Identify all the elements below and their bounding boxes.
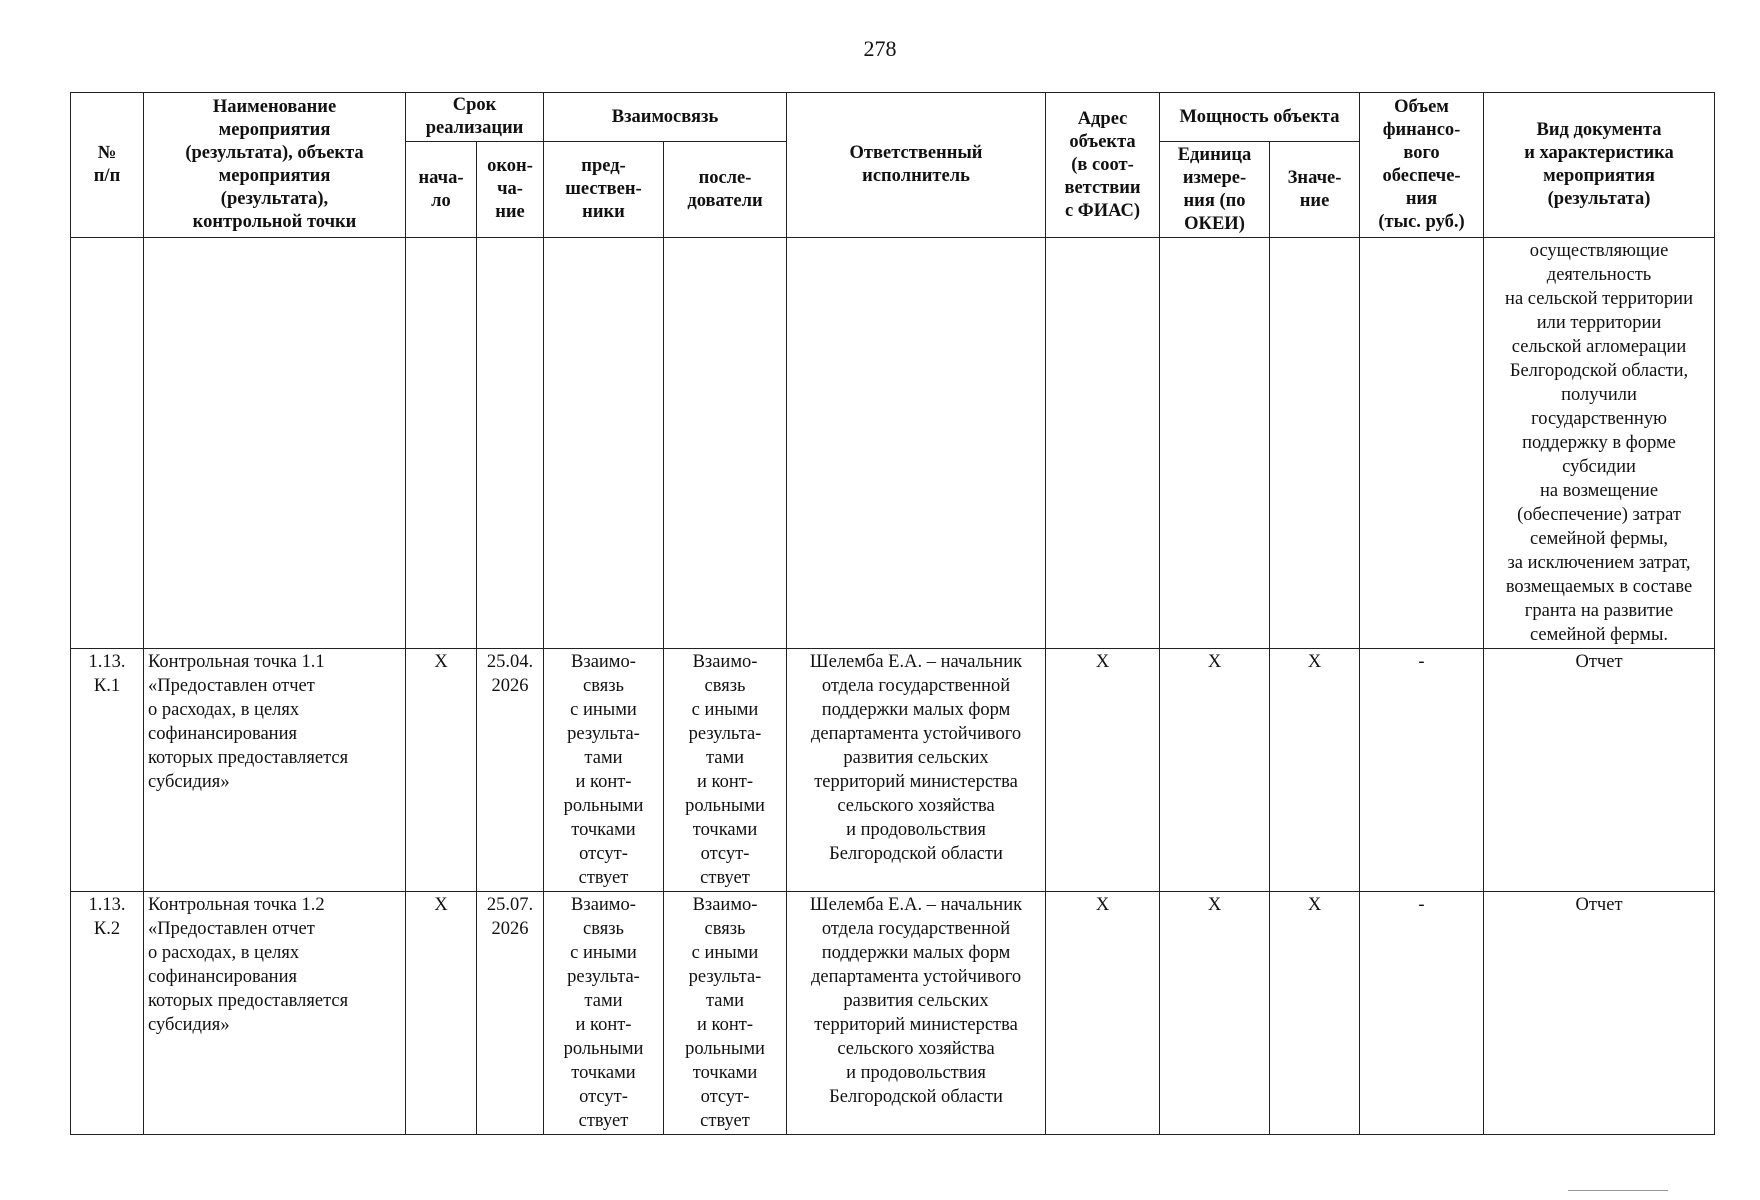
cell-empty [1160,238,1270,649]
page-number: 278 [863,36,897,61]
header-capacity-value: Значе- ние [1270,142,1360,238]
cell-empty [1270,238,1360,649]
cell-value: X [1270,649,1360,892]
cell-responsible: Шелемба Е.А. – начальник отдела государственной поддержки малых форм департамента устойчивого развития сельских территорий министерства сельского хозяйства и продовольствия Белгородской области [787,892,1046,1135]
cell-pred: Взаимо- связь с иными результа- тами и конт- рольными точками отсут- ствует [544,649,664,892]
header-term: Срок реализации [406,93,544,142]
cell-succ: Взаимо- связь с иными результа- тами и конт- рольными точками отсут- ствует [664,892,787,1135]
cell-name: Контрольная точка 1.2 «Предоставлен отчет о расходах, в целях софинансирования которых предоставляется субсидия» [144,892,406,1135]
cell-empty [406,238,477,649]
header-capacity: Мощность объекта [1160,93,1360,142]
cell-doc-type: Отчет [1484,649,1715,892]
scan-artifact-line [1568,1190,1668,1191]
header-doc-type: Вид документа и характеристика мероприятия (результата) [1484,93,1715,238]
header-link: Взаимосвязь [544,93,787,142]
cell-empty [71,238,144,649]
cell-empty [477,238,544,649]
table-row [71,649,1715,892]
cell-address: X [1046,892,1160,1135]
cell-empty [144,238,406,649]
cell-num: 1.13. К.1 [71,649,144,892]
header-responsible: Ответственный исполнитель [787,93,1046,238]
cell-succ: Взаимо- связь с иными результа- тами и конт- рольными точками отсут- ствует [664,649,787,892]
header-name: Наименование мероприятия (результата), объекта мероприятия (результата), контрольной точки [144,93,406,238]
cell-end: 25.07. 2026 [477,892,544,1135]
header-finance: Объем финансо- вого обеспече- ния (тыс. руб.) [1360,93,1484,238]
cell-start: X [406,892,477,1135]
header-capacity-unit: Единица измере- ния (по ОКЕИ) [1160,142,1270,238]
cell-finance: - [1360,892,1484,1135]
cell-address: X [1046,649,1160,892]
header-link-pred: пред- шествен- ники [544,142,664,238]
header-link-succ: после- дователи [664,142,787,238]
header-address: Адрес объекта (в соот- ветствии с ФИАС) [1046,93,1160,238]
cell-name: Контрольная точка 1.1 «Предоставлен отчет о расходах, в целях софинансирования которых предоставляется субсидия» [144,649,406,892]
cell-unit: X [1160,892,1270,1135]
cell-empty [664,238,787,649]
cell-empty [787,238,1046,649]
cell-unit: X [1160,649,1270,892]
cell-doc-type: Отчет [1484,892,1715,1135]
table-row [71,892,1715,1135]
cell-empty [544,238,664,649]
activity-plan-table [70,92,1715,1135]
cell-finance: - [1360,649,1484,892]
table-row-continuation [71,238,1715,649]
cell-doc-type: осуществляющие деятельность на сельской территории или территории сельской агломерации Белгородской области, получили государственную поддержку в форме субсидии на возмещение (обеспечение) затрат семейной фермы, за исключением затрат, возмещаемых в составе гранта на развитие семейной фермы. [1484,238,1715,649]
cell-num: 1.13. К.2 [71,892,144,1135]
cell-empty [1046,238,1160,649]
cell-value: X [1270,892,1360,1135]
header-term-start: нача- ло [406,142,477,238]
cell-pred: Взаимо- связь с иными результа- тами и конт- рольными точками отсут- ствует [544,892,664,1135]
cell-end: 25.04. 2026 [477,649,544,892]
cell-empty [1360,238,1484,649]
cell-responsible: Шелемба Е.А. – начальник отдела государственной поддержки малых форм департамента устойчивого развития сельских территорий министерства сельского хозяйства и продовольствия Белгородской области [787,649,1046,892]
table-header [71,93,1715,238]
header-num: № п/п [71,93,144,238]
cell-start: X [406,649,477,892]
header-term-end: окон- ча- ние [477,142,544,238]
